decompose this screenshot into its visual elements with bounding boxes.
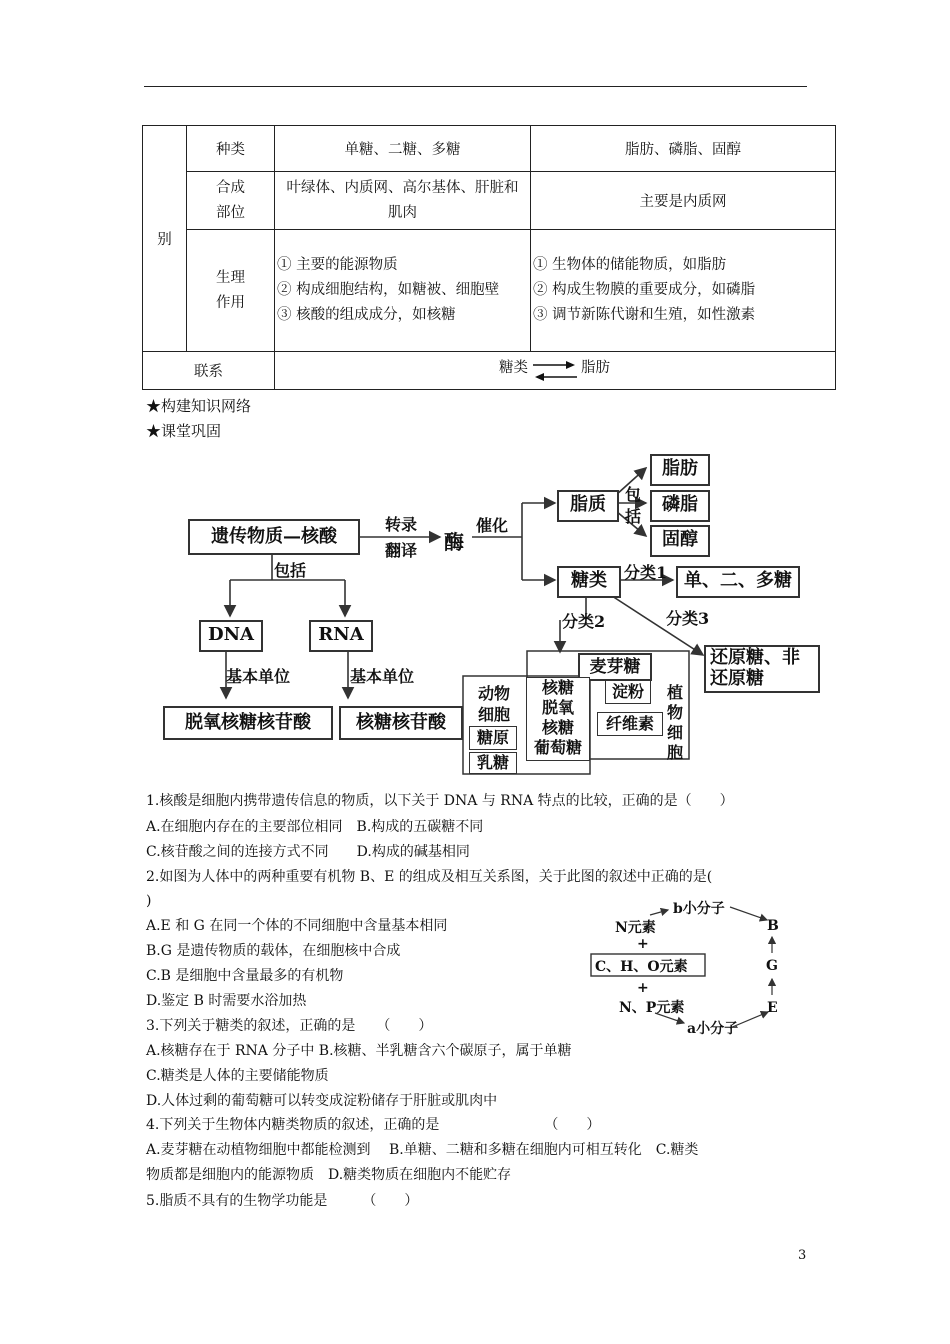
box-mono-di-poly: 单、二、多糖: [676, 566, 800, 598]
label-chno: C、H、O元素: [595, 959, 688, 975]
label-n-element: N元素: [615, 920, 656, 936]
question-line: ): [146, 893, 152, 909]
label-b-small-molecule: b小分子: [673, 901, 725, 917]
box-ribo-nucleotide: 核糖核苷酸: [339, 706, 463, 740]
box-lipid: 脂质: [557, 490, 619, 522]
box-cellulose: 纤维素: [597, 712, 663, 736]
box-maltose: 麦芽糖: [578, 653, 652, 681]
carb-function: ① 主要的能源物质 ② 构成细胞结构，如糖被、细胞壁 ③ 核酸的组成成分，如核糖: [275, 230, 531, 352]
label-a-small-molecule: a小分子: [687, 1021, 739, 1037]
row-label-function: 生理 作用: [187, 230, 275, 352]
label-transcribe: 转录: [385, 515, 418, 534]
label-translate: 翻译: [385, 541, 418, 560]
label-include: 包括: [274, 561, 307, 580]
label-np-element: N、P元素: [619, 1000, 685, 1016]
question-line: B.G 是遗传物质的载体，在细胞核中合成: [146, 943, 401, 959]
label-plus-top: +: [637, 936, 649, 952]
row-label-kinds: 种类: [187, 126, 275, 172]
label-animal-cell: 动物 细胞: [477, 684, 510, 724]
relation-label: 联系: [143, 352, 275, 390]
label-class3: 分类3: [666, 609, 710, 628]
row-label-site: 合成 部位: [187, 172, 275, 230]
page-number: 3: [798, 1248, 807, 1263]
question-line: 1.核酸是细胞内携带遗传信息的物质，以下关于 DNA 与 RNA 特点的比较，正确的是（ ）: [146, 793, 734, 809]
label-e: E: [767, 1000, 778, 1016]
question-line: 物质都是细胞内的能源物质 D.糖类物质在细胞内不能贮存: [146, 1167, 512, 1183]
question-line: D.鉴定 B 时需要水浴加热: [146, 993, 307, 1009]
relation-right: 脂肪: [581, 360, 610, 376]
label-class1: 分类1: [624, 563, 668, 582]
box-sugar: 糖类: [557, 566, 621, 598]
box-starch: 淀粉: [605, 680, 651, 704]
label-g: G: [766, 958, 778, 974]
box-sterol: 固醇: [650, 525, 710, 557]
relation-left: 糖类: [499, 360, 528, 376]
question-line: C.B 是细胞中含量最多的有机物: [146, 968, 344, 984]
label-kuo: 括: [625, 507, 642, 526]
question-line: C.糖类是人体的主要储能物质: [146, 1068, 329, 1084]
box-lactose: 乳糖: [469, 752, 517, 774]
section-network: ★构建知识网络: [146, 397, 252, 415]
question-line: A.E 和 G 在同一个体的不同细胞中含量基本相同: [146, 918, 448, 934]
box-glycogen: 糖原: [469, 726, 517, 750]
box-phospholipid: 磷脂: [650, 490, 710, 522]
question-line: A.在细胞内存在的主要部位相同 B.构成的五碳糖不同: [146, 819, 484, 835]
lipid-function: ① 生物体的储能物质，如脂肪 ② 构成生物膜的重要成分，如磷脂 ③ 调节新陈代谢和生殖，如性激素: [531, 230, 836, 352]
box-common-sugars: 核糖 脱氧 核糖 葡萄糖: [526, 677, 590, 761]
question-line: C.核苷酸之间的连接方式不同 D.构成的碱基相同: [146, 844, 470, 860]
carb-kinds: 单糖、二糖、多糖: [275, 126, 531, 172]
question-line: 3.下列关于糖类的叙述，正确的是 （ ）: [146, 1018, 433, 1034]
label-plant-cell: 植 物 细 胞: [666, 683, 683, 762]
label-plus-bottom: +: [637, 980, 649, 996]
table-side-label: 别: [143, 126, 187, 352]
box-dna: DNA: [199, 620, 263, 652]
question-line: 4.下列关于生物体内糖类物质的叙述，正确的是 （ ）: [146, 1117, 601, 1133]
label-catalyze: 催化: [476, 516, 509, 535]
label-enzyme: 酶: [444, 530, 464, 554]
carb-site: 叶绿体、内质网、高尔基体、肝脏和 肌肉: [275, 172, 531, 230]
section-consolidate: ★课堂巩固: [146, 422, 222, 440]
box-nucleic-acid: 遗传物质—核酸: [188, 519, 360, 555]
question-line: 5.脂质不具有的生物学功能是 （ ）: [146, 1193, 419, 1209]
question-line: A.麦芽糖在动植物细胞中都能检测到 B.单糖、二糖和多糖在细胞内可相互转化 C.糖类: [146, 1142, 699, 1158]
question-line: A.核糖存在于 RNA 分子中 B.核糖、半乳糖含六个碳原子，属于单糖: [146, 1043, 572, 1059]
box-fat: 脂肪: [650, 454, 710, 486]
label-b: B: [767, 918, 779, 934]
box-deoxy-nucleotide: 脱氧核糖核苷酸: [163, 706, 333, 740]
box-rna: RNA: [309, 620, 373, 652]
label-bao: 包: [625, 485, 642, 504]
label-unit-dna: 基本单位: [226, 667, 291, 686]
lipid-site: 主要是内质网: [531, 172, 836, 230]
label-unit-rna: 基本单位: [350, 667, 415, 686]
lipid-kinds: 脂肪、磷脂、固醇: [531, 126, 836, 172]
label-class2: 分类2: [562, 612, 606, 631]
question-line: D.人体过剩的葡萄糖可以转变成淀粉储存于肝脏或肌肉中: [146, 1093, 498, 1109]
box-reducing-sugar: 还原糖、非 还原糖: [704, 645, 820, 693]
question-line: 2.如图为人体中的两种重要有机物 B、E 的组成及相互关系图，关于此图的叙述中正确的是(: [146, 869, 713, 885]
